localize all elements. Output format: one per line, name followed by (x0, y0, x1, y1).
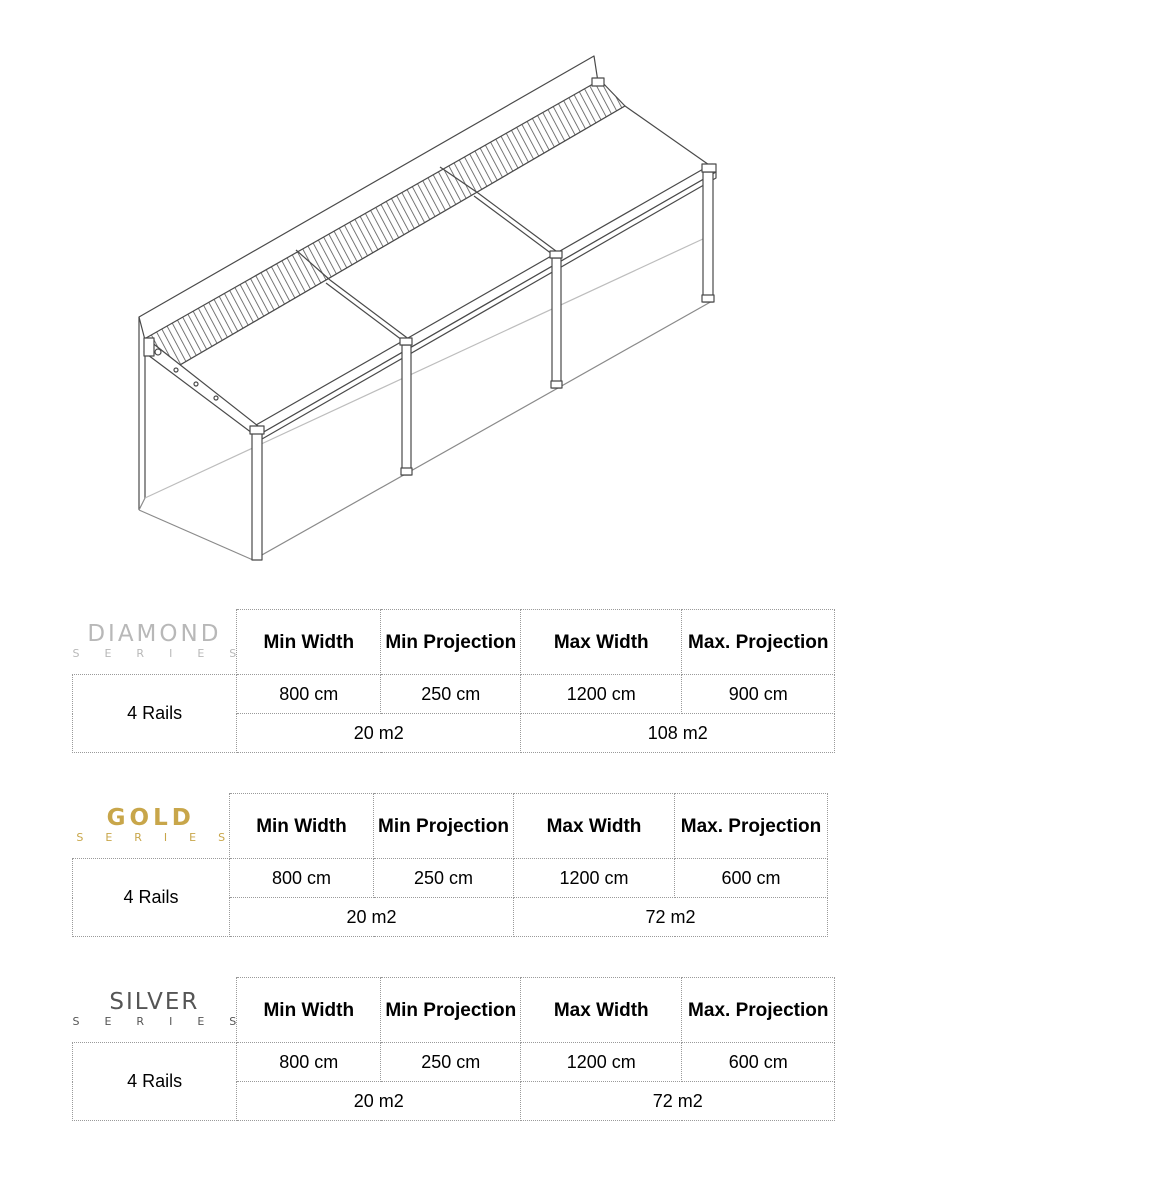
header-min-width: Min Width (237, 610, 381, 675)
logo-brand: GOLD (106, 805, 195, 832)
rails-cell: 4 Rails (73, 859, 230, 937)
diamond-series-logo (72, 621, 262, 661)
value-min-width: 800 cm (230, 859, 374, 898)
header-max-width: Max Width (514, 794, 675, 859)
header-max-projection: Max. Projection (682, 610, 835, 675)
value-max-projection: 600 cm (675, 859, 828, 898)
area-min: 20 m2 (237, 714, 521, 753)
header-max-width: Max Width (521, 978, 682, 1043)
header-min-projection: Min Projection (381, 610, 521, 675)
value-min-width: 800 cm (237, 1043, 381, 1082)
area-min: 20 m2 (237, 1082, 521, 1121)
logo-cell (72, 978, 262, 1043)
diamond-series-table (72, 609, 835, 753)
rails-cell: 4 Rails (73, 1043, 237, 1121)
area-min: 20 m2 (230, 898, 514, 937)
header-max-projection: Max. Projection (682, 978, 835, 1043)
header-min-projection: Min Projection (381, 978, 521, 1043)
value-min-projection: 250 cm (381, 675, 521, 714)
area-max: 72 m2 (521, 1082, 835, 1121)
area-max: 108 m2 (521, 714, 835, 753)
value-max-projection: 900 cm (682, 675, 835, 714)
header-max-projection: Max. Projection (675, 794, 828, 859)
gold-series-logo (73, 805, 248, 845)
header-min-width: Min Width (230, 794, 374, 859)
value-max-width: 1200 cm (514, 859, 675, 898)
logo-cell (73, 794, 248, 859)
value-max-projection: 600 cm (682, 1043, 835, 1082)
logo-cell (72, 610, 262, 675)
header-max-width: Max Width (521, 610, 682, 675)
rails-cell: 4 Rails (73, 675, 237, 753)
value-max-width: 1200 cm (521, 675, 682, 714)
gold-series-table (72, 793, 828, 937)
logo-series: SERIES (72, 647, 262, 661)
post-front-right (703, 172, 713, 302)
header-min-projection: Min Projection (374, 794, 514, 859)
post-front-left (252, 432, 262, 560)
logo-series: SERIES (72, 1015, 262, 1029)
silver-series-table (72, 977, 835, 1121)
header-min-width: Min Width (237, 978, 381, 1043)
value-max-width: 1200 cm (521, 1043, 682, 1082)
post-front-mid (402, 345, 411, 475)
logo-brand: DIAMOND (87, 621, 222, 648)
value-min-width: 800 cm (237, 675, 381, 714)
value-min-projection: 250 cm (381, 1043, 521, 1082)
pergola-isometric-drawing (0, 0, 1152, 580)
logo-brand: SILVER (109, 989, 200, 1016)
logo-series: SERIES (76, 831, 248, 845)
value-min-projection: 250 cm (374, 859, 514, 898)
post-back-mid (552, 258, 561, 388)
silver-series-logo (72, 989, 262, 1029)
area-max: 72 m2 (514, 898, 828, 937)
